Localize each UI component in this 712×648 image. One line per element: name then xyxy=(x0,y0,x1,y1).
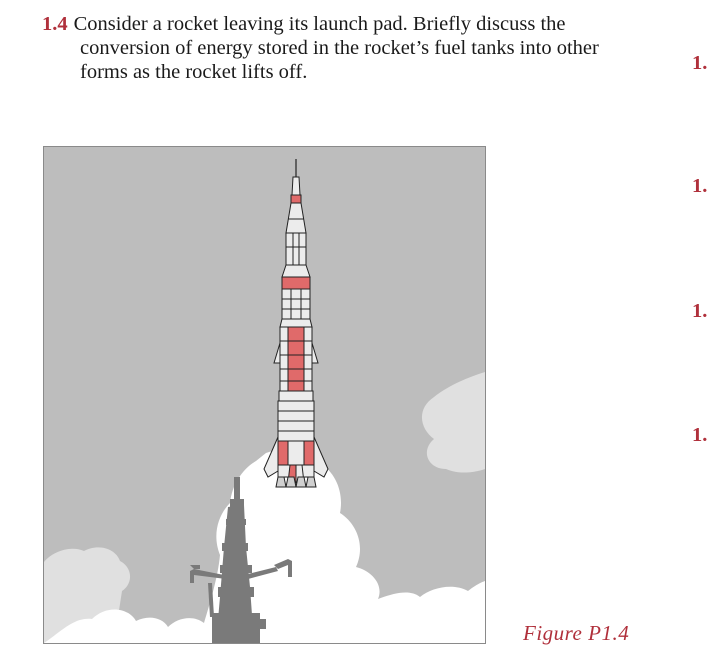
problem-statement xyxy=(42,12,682,84)
problem-number: 1.4 xyxy=(42,13,68,35)
margin-problem-number: 1. xyxy=(692,52,708,74)
figure-rocket-launch xyxy=(43,146,486,644)
problem-line-3: forms as the rocket lifts off. xyxy=(80,61,308,83)
margin-problem-number: 1. xyxy=(692,175,708,197)
problem-line-2: conversion of energy stored in the rocket’s fuel tanks into other xyxy=(80,37,599,59)
margin-problem-number: 1. xyxy=(692,300,708,322)
figure-caption: Figure P1.4 xyxy=(523,621,630,645)
margin-problem-number: 1. xyxy=(692,424,708,446)
problem-line-1: 1.4 Consider a rocket leaving its launch pad. Briefly discuss the xyxy=(42,13,566,35)
rocket-illustration xyxy=(44,147,485,643)
